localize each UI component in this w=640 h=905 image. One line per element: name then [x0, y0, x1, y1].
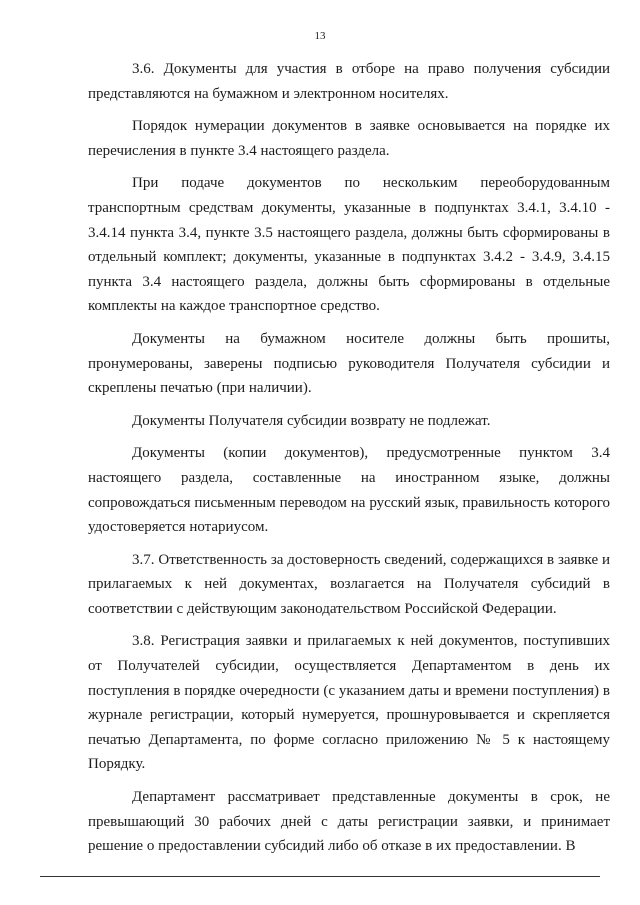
paragraph-3-6: 3.6. Документы для участия в отборе на право получения субсидии представляются на бумажном и электронном носителях.	[88, 61, 610, 102]
paragraph-multiple-vehicles: При подаче документов по нескольким переоборудованным транспортным средствам документы, указанные в подпунктах 3.4.1, 3.4.10 - 3.4.14 пункта 3.4, пункте 3.5 настоящего раздела, должны быть сформированы в отдельный комплект; документы, указанные в подпунктах 3.4.2 - 3.4.9, 3.4.15 пункта 3.4 настоящего раздела, должны быть сформированы в отдельные комплекты на каждое транспортное средство.	[88, 175, 610, 315]
paragraph-no-return: Документы Получателя субсидии возврату не подлежат.	[132, 412, 491, 429]
paragraph-numbering-order: Порядок нумерации документов в заявке основывается на порядке их перечисления в пункте 3.4 настоящего раздела.	[88, 118, 610, 159]
paragraph-paper-documents: Документы на бумажном носителе должны быть прошиты, пронумерованы, заверены подписью руководителя Получателя субсидии и скреплены печатью (при наличии).	[88, 330, 610, 397]
paragraph-review-period: Департамент рассматривает представленные документы в срок, не превышающий 30 рабочих дней с даты регистрации заявки, и принимает решение о предоставлении субсидий либо об отказе в их предоставлении. В	[88, 789, 610, 855]
document-body	[88, 57, 610, 859]
page-number: 13	[314, 30, 326, 42]
paragraph-3-8: 3.8. Регистрация заявки и прилагаемых к ней документов, поступивших от Получателей субсидии, осуществляется Департаментом в день их поступления в порядке очередности (с указанием даты и времени поступления) в журнале регистрации, который нумеруется, прошнуровывается и скрепляется печатью Департамента, по форме согласно приложению № 5 к настоящему Порядку.	[88, 633, 610, 773]
footer-divider	[40, 876, 600, 877]
paragraph-foreign-language: Документы (копии документов), предусмотренные пунктом 3.4 настоящего раздела, составленные на иностранном языке, должны сопровождаться письменным переводом на русский язык, правильность которого удостоверяется нотариусом.	[88, 445, 610, 536]
paragraph-3-7: 3.7. Ответственность за достоверность сведений, содержащихся в заявке и прилагаемых к ней документах, возлагается на Получателя субсидий в соответствии с действующим законодательством Российской Федерации.	[88, 551, 610, 617]
